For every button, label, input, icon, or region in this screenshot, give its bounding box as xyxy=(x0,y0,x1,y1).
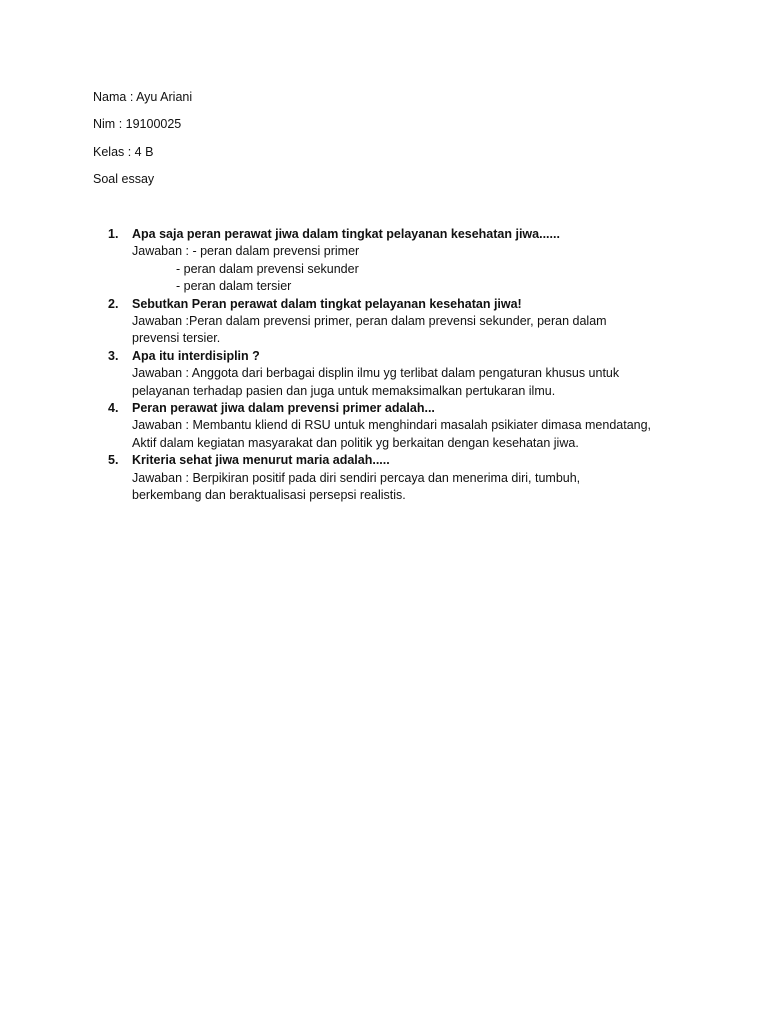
answer-line: Jawaban : Berpikiran positif pada diri sendiri percaya dan menerima diri, tumbuh, xyxy=(132,470,581,485)
answer-line: Aktif dalam kegiatan masyarakat dan politik yg berkaitan dengan kesehatan jiwa. xyxy=(132,435,579,450)
question-text: Sebutkan Peran perawat dalam tingkat pelayanan kesehatan jiwa! xyxy=(132,296,522,311)
question-number: 5. xyxy=(108,453,119,468)
answer-sub-line: - peran dalam prevensi sekunder xyxy=(176,261,359,276)
question-number: 4. xyxy=(108,401,119,416)
answer-line: Jawaban : Membantu kliend di RSU untuk menghindari masalah psikiater dimasa mendatang, xyxy=(132,418,652,433)
answer-line: Jawaban :Peran dalam prevensi primer, peran dalam prevensi sekunder, peran dalam xyxy=(132,314,607,329)
question-item-4 xyxy=(108,400,688,452)
question-text: Apa itu interdisiplin ? xyxy=(132,348,260,363)
answer-line: berkembang dan beraktualisasi persepsi realistis. xyxy=(132,488,406,503)
answer-line: Jawaban : - peran dalam prevensi primer xyxy=(132,244,360,259)
class-line: Kelas : 4 B xyxy=(93,145,154,159)
answer-line: pelayanan terhadap pasien dan juga untuk memaksimalkan pertukaran ilmu. xyxy=(132,383,556,398)
answer-block xyxy=(132,470,688,505)
question-text: Apa saja peran perawat jiwa dalam tingkat pelayanan kesehatan jiwa...... xyxy=(132,227,560,241)
question-item-2 xyxy=(108,296,688,348)
question-text: Peran perawat jiwa dalam prevensi primer adalah... xyxy=(132,401,435,416)
question-item-3 xyxy=(108,348,688,400)
question-number: 2. xyxy=(108,296,119,311)
question-item-1 xyxy=(108,226,688,296)
question-list xyxy=(108,226,688,505)
answer-block xyxy=(132,243,688,295)
answer-block xyxy=(132,417,688,452)
answer-block xyxy=(132,365,688,400)
question-number: 3. xyxy=(108,348,119,363)
nim-line: Nim : 19100025 xyxy=(93,117,182,131)
answer-block xyxy=(132,313,688,348)
question-text: Kriteria sehat jiwa menurut maria adalah..... xyxy=(132,453,390,468)
question-number: 1. xyxy=(108,227,119,241)
question-item-5 xyxy=(108,452,688,504)
essay-heading: Soal essay xyxy=(93,172,155,186)
name-line: Nama : Ayu Ariani xyxy=(93,90,193,104)
answer-sub-line: - peran dalam tersier xyxy=(176,279,292,294)
answer-line: prevensi tersier. xyxy=(132,331,221,346)
answer-line: Jawaban : Anggota dari berbagai displin ilmu yg terlibat dalam pengaturan khusus untuk xyxy=(132,366,620,381)
